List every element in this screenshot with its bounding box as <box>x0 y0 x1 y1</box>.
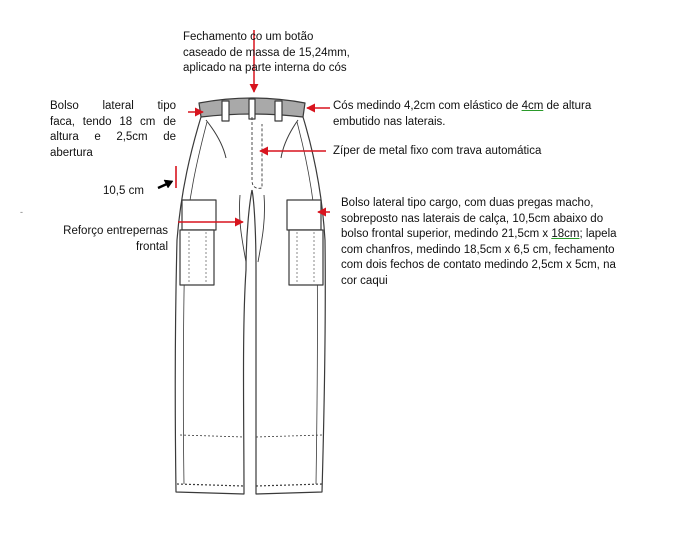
crotch-reinforcement <box>239 195 264 262</box>
label-side-pocket <box>50 99 176 161</box>
label-cargo-line3 <box>341 227 641 243</box>
right-cargo-flap <box>287 200 321 230</box>
belt-loop-left <box>222 101 229 121</box>
label-distance-text: 10,5 cm <box>103 185 144 197</box>
label-top-button <box>183 30 403 77</box>
left-side-seam <box>183 122 207 484</box>
label-distance <box>103 184 163 200</box>
label-side-pocket-line2: faca, tendo 18 cm de <box>50 115 176 128</box>
label-zipper <box>333 144 633 160</box>
label-cargo-line5: com dois fechos de contato medindo 2,5cm x 5cm, na <box>341 259 616 271</box>
left-cargo-flap <box>182 200 216 230</box>
label-side-pocket-line4: abertura <box>50 146 93 159</box>
label-waist-line2: embutido nas laterais. <box>333 115 446 128</box>
right-front-pocket <box>281 120 298 158</box>
right-side-seam <box>297 122 317 484</box>
pants-outline <box>175 98 325 494</box>
right-hem-stitch <box>256 484 323 486</box>
label-crotch-line2: frontal <box>136 240 168 253</box>
label-cargo-line2: sobreposto nas laterais de calça, 10,5cm abaixo do <box>341 212 604 225</box>
label-cargo-line3-b: ; lapela <box>579 228 617 240</box>
label-waist <box>333 99 663 130</box>
label-crotch-line1: Reforço entrepernas <box>63 225 168 237</box>
left-knee-line <box>180 435 244 437</box>
right-leg-outline <box>252 117 325 494</box>
label-waist-text-emph: 4cm <box>521 100 544 112</box>
label-zipper-line1: Zíper de metal fixo com trava automática <box>333 145 542 157</box>
label-cargo-line3-a: bolso frontal superior, medindo 21,5cm x <box>341 228 552 240</box>
right-knee-line <box>256 435 322 437</box>
stray-mark-text: - <box>20 207 23 217</box>
belt-loop-center <box>249 99 255 119</box>
label-cargo-line4: com chanfros, medindo 18,5cm x 6,5 cm, fechamento <box>341 243 615 256</box>
label-side-pocket-line1: Bolso lateral tipo <box>50 100 176 112</box>
label-crotch <box>40 224 168 255</box>
label-top-button-line1: Fechamento co um botão <box>183 31 314 43</box>
label-cargo <box>341 196 641 289</box>
label-side-pocket-line3: altura e 2,5cm de <box>50 131 176 143</box>
label-top-button-line2: caseado de massa de 15,24mm, <box>183 46 350 59</box>
label-waist-text-b: de altura <box>543 100 592 112</box>
label-cargo-line6: cor caqui <box>341 274 388 287</box>
left-cargo-pocket <box>180 230 214 285</box>
label-cargo-line3-emph: 18cm <box>551 228 580 240</box>
label-top-button-line3: aplicado na parte interna do cós <box>183 62 347 74</box>
left-front-pocket <box>206 120 226 158</box>
left-leg-outline <box>175 117 252 494</box>
stray-mark <box>20 205 30 221</box>
label-cargo-line1: Bolso lateral tipo cargo, com duas pregas macho, <box>341 197 594 209</box>
label-waist-text-a: Cós medindo 4,2cm com elástico de <box>333 100 522 112</box>
label-waist-line1 <box>333 99 663 115</box>
left-hem-stitch <box>177 484 244 486</box>
right-cargo-pocket <box>289 230 323 285</box>
fly-stitch <box>252 117 262 188</box>
belt-loop-right <box>275 101 282 121</box>
